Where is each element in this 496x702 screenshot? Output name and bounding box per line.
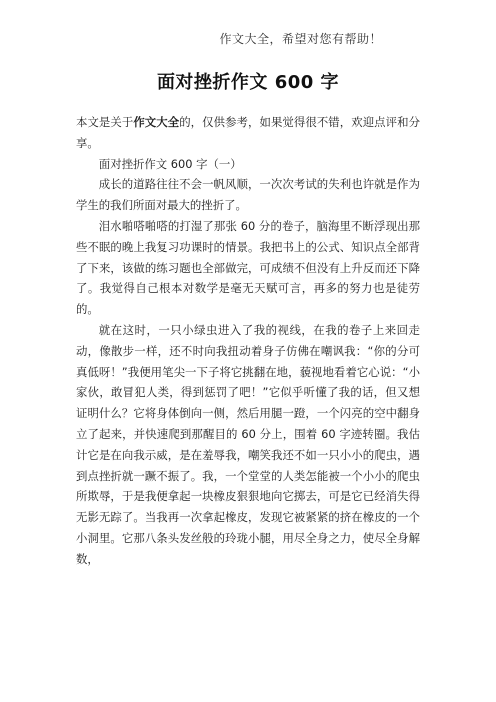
intro-paragraph bbox=[76, 112, 420, 154]
document-title: 面对挫折作文 600 字 bbox=[156, 72, 340, 93]
intro-prefix: 本文是关于 bbox=[76, 115, 134, 129]
header-note: 作文大全，希望对您有帮助！ bbox=[219, 32, 382, 46]
document-body bbox=[76, 112, 420, 570]
body-paragraph-1: 成长的道路往往不会一帆风顺，一次次考试的失利也许就是作为学生的我们所面对最大的挫折了。 bbox=[76, 177, 420, 213]
intro-keyword: 作文大全 bbox=[133, 115, 180, 129]
body-paragraph-2: 泪水啪嗒啪嗒的打湿了那张 60 分的卷子，脑海里不断浮现出那些不眠的晚上我复习功课时的情景。我把书上的公式、知识点全部背了下来，该做的练习题也全部做完，可成绩不但没有上升反而还下降了。我觉得自己根本对数学是毫无天赋可言，再多的努力也是徒劳的。 bbox=[76, 218, 420, 317]
section-subtitle: 面对挫折作文 600 字（一） bbox=[98, 156, 242, 171]
intro-suffix: 的，仅供参考，如果觉得很不错，欢迎点评和分享。 bbox=[76, 115, 420, 150]
body-paragraph-3: 就在这时，一只小绿虫进入了我的视线，在我的卷子上来回走动，像散步一样，还不时向我扭动着身子仿佛在嘲讽我：“你的分可真低呀！”我便用笔尖一下子将它挑翻在地，藐视地看着它心说：“小家伙，敢冒犯人类，得到惩罚了吧！”它似乎听懂了我的话，但又想证明什么？它将身体倒向一侧，然后用腿一蹬，一个闪亮的空中翻身立了起来，并快速爬到那醒目的 60 分上，围着 60 字迹转圈。我估计它是在向我示威，是在羞辱我，嘲笑我还不如一只小小的爬虫，遇到点挫折就一蹶不振了。我，一个堂堂的人类怎能被一个小小的爬虫所欺辱，于是我便拿起一块橡皮狠狠地向它掷去，可是它已经消失得无影无踪了。当我再一次拿起橡皮，发现它被紧紧的挤在橡皮的一个小洞里。它那八条头发丝般的玲珑小腿，用尽全身之力，使尽全身解数， bbox=[76, 322, 420, 566]
